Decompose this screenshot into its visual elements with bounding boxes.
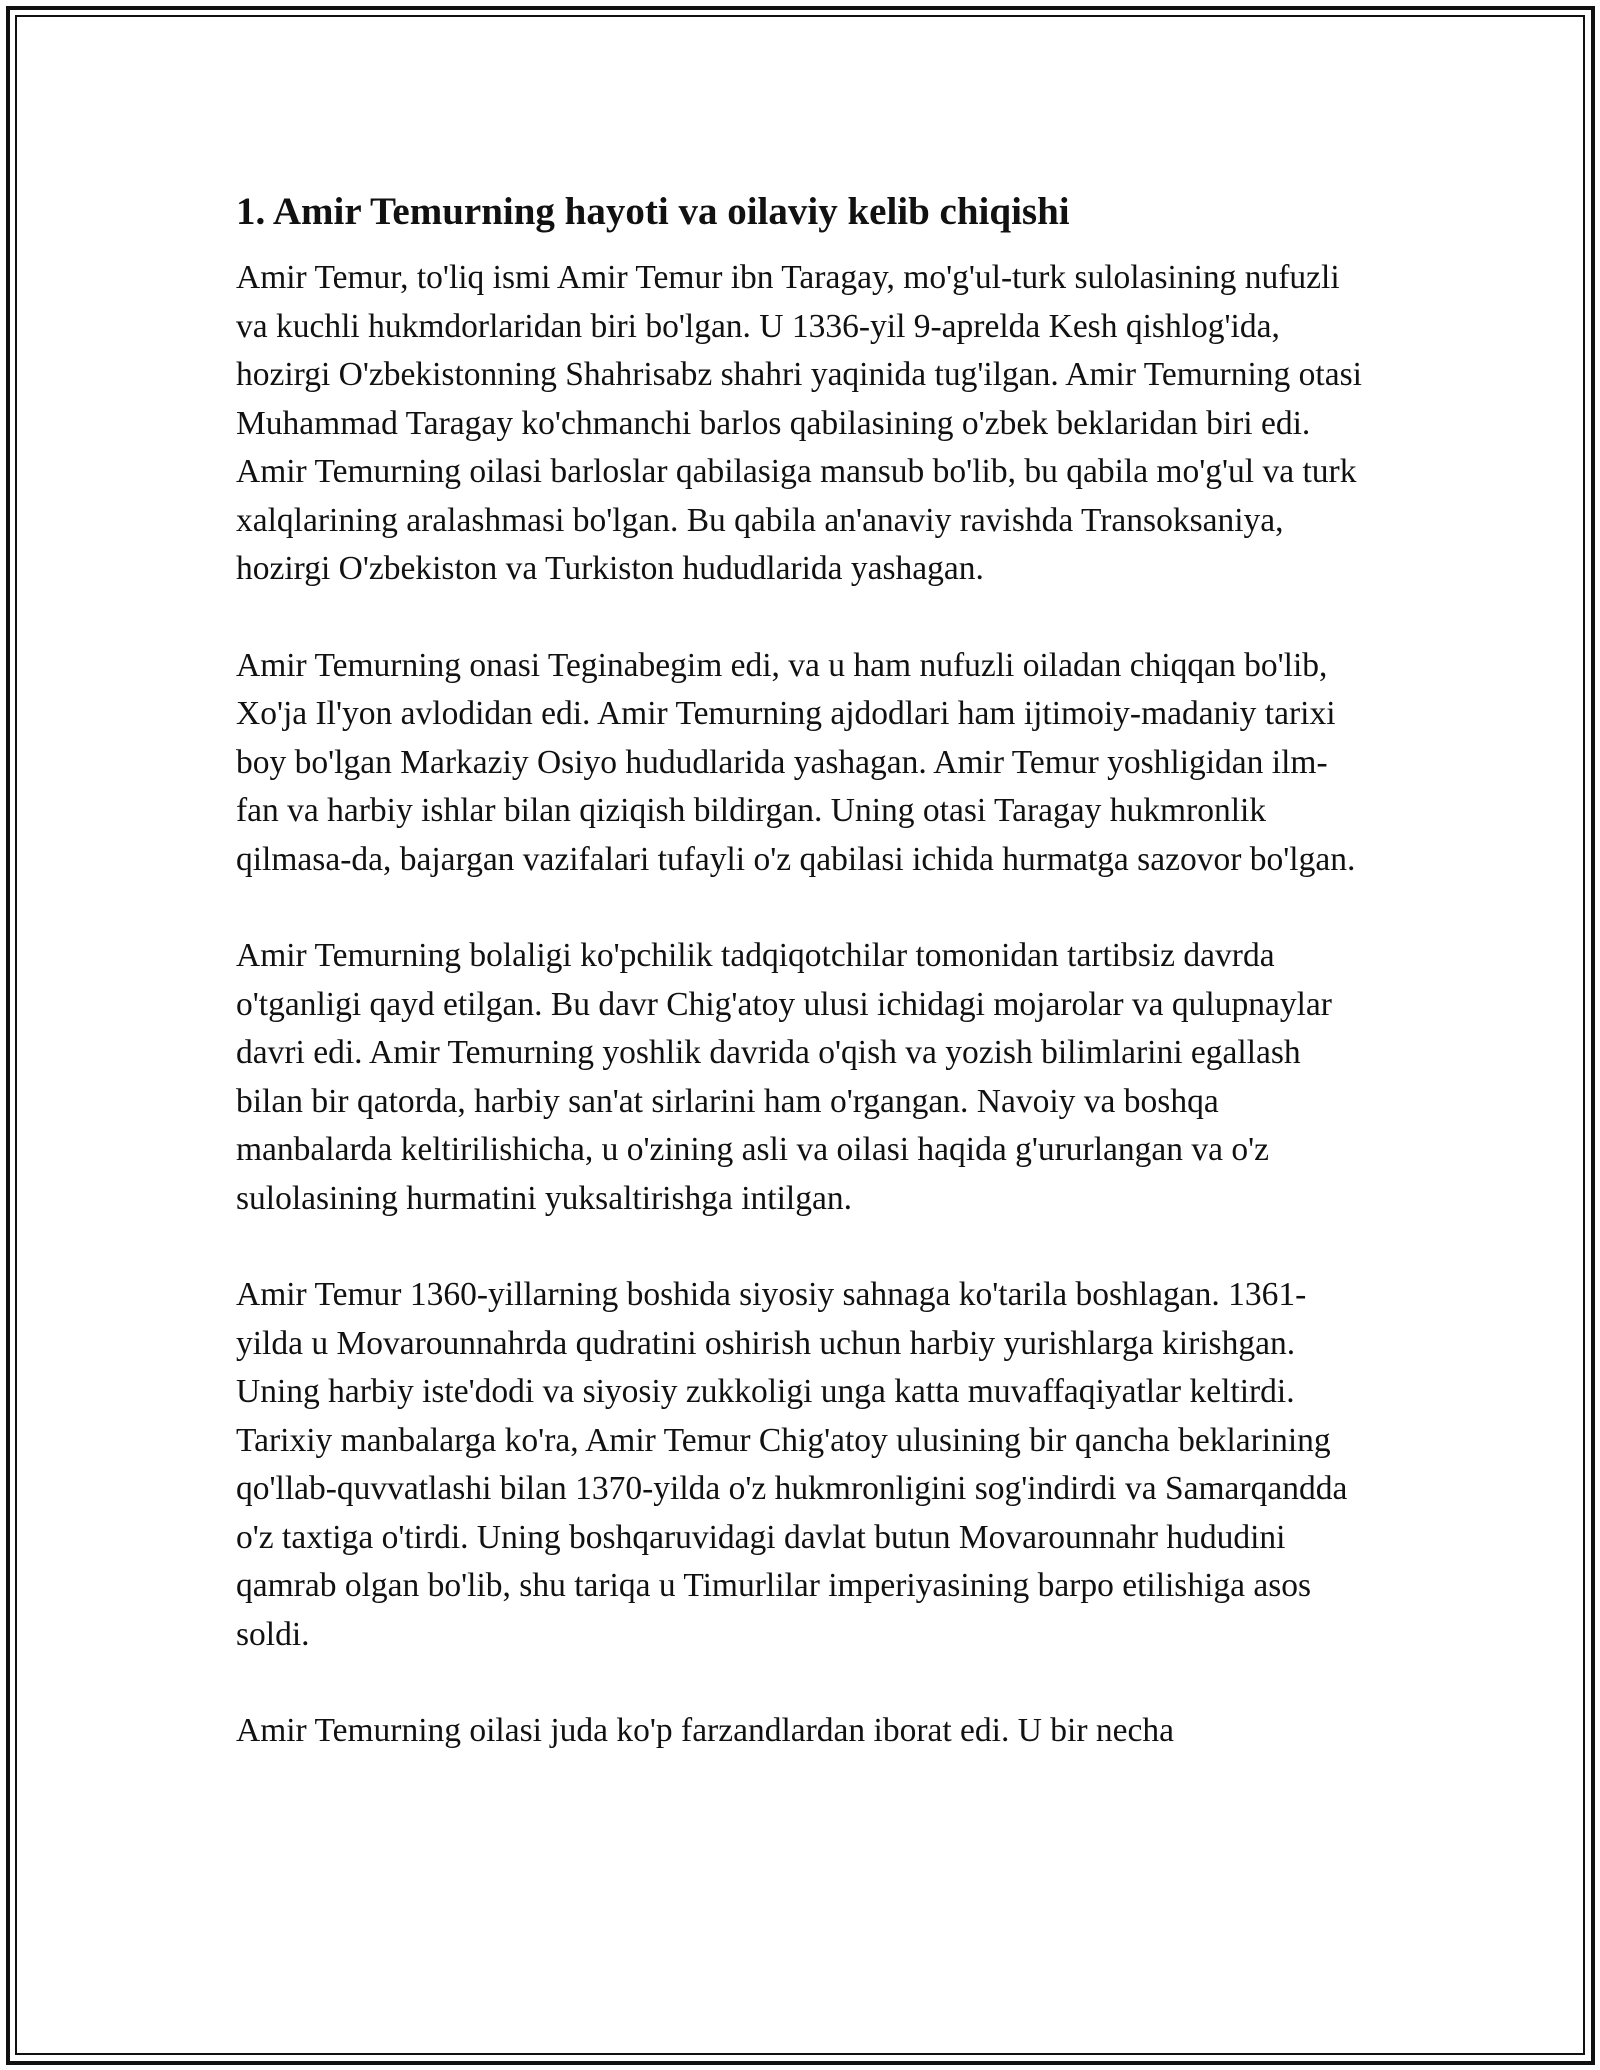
document-body: [236, 186, 1364, 1804]
paragraph-1: Amir Temur, to'liq ismi Amir Temur ibn Taragay, mo'g'ul-turk sulolasining nufuzli va kuchli hukmdorlaridan biri bo'lgan. U 1336-yil 9-aprelda Kesh qishlog'ida, hozirgi O'zbekistonning Shahrisabz shahri yaqinida tug'ilgan. Amir Temurning otasi Muhammad Taragay ko'chmanchi barlos qabilasining o'zbek beklaridan biri edi. Amir Temurning oilasi barloslar qabilasiga mansub bo'lib, bu qabila mo'g'ul va turk xalqlarining aralashmasi bo'lgan. Bu qabila an'anaviy ravishda Transoksaniya, hozirgi O'zbekiston va Turkiston hududlarida yashagan.: [236, 259, 1362, 587]
paragraph-5: Amir Temurning oilasi juda ko'p farzandlardan iborat edi. U bir necha: [236, 1712, 1174, 1749]
paragraph-2: Amir Temurning onasi Teginabegim edi, va u ham nufuzli oiladan chiqqan bo'lib, Xo'ja Il'yon avlodidan edi. Amir Temurning ajdodlari ham ijtimoiy-madaniy tarixi boy bo'lgan Markaziy Osiyo hududlarida yashagan. Amir Temur yoshligidan ilm-fan va harbiy ishlar bilan qiziqish bildirgan. Uning otasi Taragay hukmronlik qilmasa-da, bajargan vazifalari tufayli o'z qabilasi ichida hurmatga sazovor bo'lgan.: [236, 646, 1356, 878]
paragraph-3: Amir Temurning bolaligi ko'pchilik tadqiqotchilar tomonidan tartibsiz davrda o'tganligi qayd etilgan. Bu davr Chig'atoy ulusi ichidagi mojarolar va qulupnaylar davri edi. Amir Temurning yoshlik davrida o'qish va yozish bilimlarini egallash bilan bir qatorda, harbiy san'at sirlarini ham o'rgangan. Navoiy va boshqa manbalarda keltirilishicha, u o'zining asli va oilasi haqida g'ururlangan va o'z sulolasining hurmatini yuksaltirishga intilgan.: [236, 937, 1332, 1217]
section-heading: 1. Amir Temurning hayoti va oilaviy kelib chiqishi: [236, 190, 1070, 233]
paragraph-4: Amir Temur 1360-yillarning boshida siyosiy sahnaga ko'tarila boshlagan. 1361-yilda u Movarounnahrda qudratini oshirish uchun harbiy yurishlarga kirishgan. Uning harbiy iste'dodi va siyosiy zukkoligi unga katta muvaffaqiyatlar keltirdi. Tarixiy manbalarga ko'ra, Amir Temur Chig'atoy ulusining bir qancha beklarining qo'llab-quvvatlashi bilan 1370-yilda o'z hukmronligini sog'indirdi va Samarqandda o'z taxtiga o'tirdi. Uning boshqaruvidagi davlat butun Movarounnahr hududini qamrab olgan bo'lib, shu tariqa u Timurlilar imperiyasining barpo etilishiga asos soldi.: [236, 1276, 1348, 1653]
